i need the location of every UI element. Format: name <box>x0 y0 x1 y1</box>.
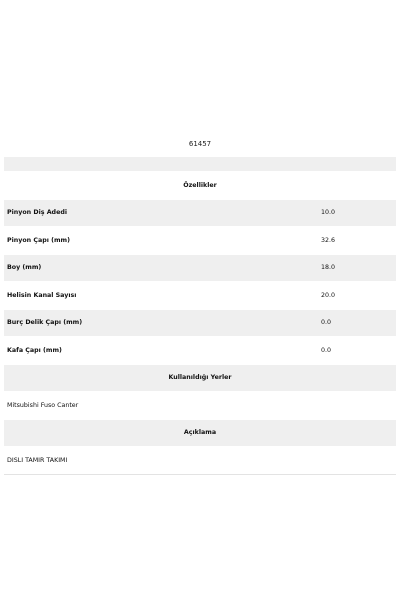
description-row <box>4 447 396 475</box>
usage-text: Mitsubishi Fuso Canter <box>7 401 79 409</box>
spec-label: Boy (mm) <box>7 264 42 272</box>
spec-value: 20.0 <box>321 291 336 299</box>
spec-label: Burç Delik Çapı (mm) <box>7 319 83 327</box>
spec-row-kafa-capi <box>4 337 396 365</box>
spec-value: 10.0 <box>321 209 336 217</box>
spec-value: 18.0 <box>321 264 336 272</box>
table-top-spacer <box>4 157 396 172</box>
specs-header: Özellikler <box>4 172 396 200</box>
description-header: Açıklama <box>4 420 396 448</box>
product-details-table <box>4 157 396 475</box>
spec-label: Kafa Çapı (mm) <box>7 346 62 354</box>
spec-row-burc-delik-capi <box>4 310 396 338</box>
spec-row-pinyon-dis-adedi <box>4 200 396 228</box>
product-code: 61457 <box>188 140 212 148</box>
spec-row-helisin-kanal-sayisi <box>4 282 396 310</box>
description-text: DISLI TAMIR TAKIMI <box>7 456 68 464</box>
spec-row-pinyon-capi <box>4 227 396 255</box>
spec-label: Pinyon Diş Adedi <box>7 209 68 217</box>
spec-label: Helisin Kanal Sayısı <box>7 291 77 299</box>
spec-value: 0.0 <box>321 319 332 327</box>
usage-header: Kullanıldığı Yerler <box>4 365 396 393</box>
spec-row-boy <box>4 255 396 283</box>
usage-row <box>4 392 396 420</box>
spec-value: 32.6 <box>321 236 336 244</box>
spec-value: 0.0 <box>321 346 332 354</box>
spec-label: Pinyon Çapı (mm) <box>7 236 70 244</box>
